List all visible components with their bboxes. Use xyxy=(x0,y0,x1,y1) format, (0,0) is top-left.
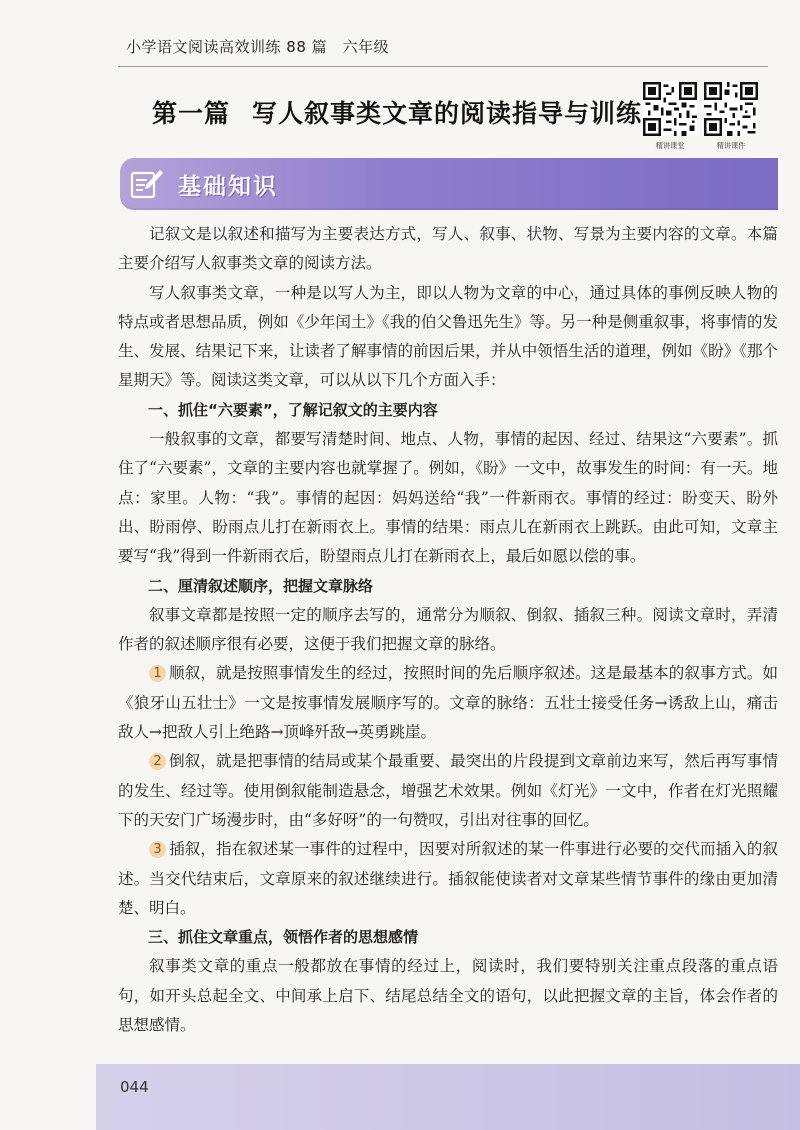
list-item-chronological xyxy=(118,659,778,747)
list-item-flashback xyxy=(118,747,778,835)
list-item-text: 倒叙，就是把事情的结局或某个最重要、最突出的片段提到文章前边来写，然后再写事情的发生、经过等。使用倒叙能制造悬念，增强艺术效果。例如《灯光》一文中，作者在灯光照耀下的天安门广场漫步时，由“多好呀”的一句赞叹，引出对往事的回忆。 xyxy=(118,752,778,829)
article-body xyxy=(118,220,778,1040)
paragraph-narrative-order: 叙事文章都是按照一定的顺序去写的，通常分为顺叙、倒叙、插叙三种。阅读文章时，弄清作者的叙述顺序很有必要，这便于我们把握文章的脉络。 xyxy=(118,605,778,654)
number-badge: 3 xyxy=(149,841,166,858)
chapter-label: 第一篇 xyxy=(152,99,231,128)
list-item-text: 插叙，指在叙述某一事件的过程中，因要对所叙述的某一件事进行必要的交代而插入的叙述。当交代结束后，文章原来的叙述继续进行。插叙能使读者对文章某些情节事件的缘由更加清楚、明白。 xyxy=(118,840,778,917)
heading-key-points: 三、抓住文章重点，领悟作者的思想感情 xyxy=(148,928,419,947)
running-header: 小学语文阅读高效训练 88 篇 六年级 xyxy=(126,38,390,56)
qr-code-courseware[interactable] xyxy=(703,82,759,151)
qr-caption: 精讲课件 xyxy=(716,141,746,150)
paragraph-types: 写人叙事类文章，一种是以写人为主，即以人物为文章的中心，通过具体的事例反映人物的特点或者思想品质，例如《少年闰土》《我的伯父鲁迅先生》等。另一种是侧重叙事，将事情的发生、发展、结果记下来，让读者了解事情的前因后果，并从中领悟生活的道理，例如《盼》《那个星期天》等。阅读这类文章，可以从以下几个方面入手： xyxy=(118,283,778,390)
heading-narrative-order: 二、厘清叙述顺序，把握文章脉络 xyxy=(148,576,374,595)
pencil-note-icon xyxy=(130,168,164,200)
heading-six-elements: 一、抓住“六要素”，了解记叙文的主要内容 xyxy=(148,400,438,419)
qr-code-icon xyxy=(643,82,697,136)
number-badge: 1 xyxy=(149,665,166,682)
list-item-text: 顺叙，就是按照事情发生的经过，按照时间的先后顺序叙述。这是最基本的叙事方式。如《狼牙山五壮士》一文是按事情发展顺序写的。文章的脉络：五壮士接受任务→诱敌上山，痛击敌人→把敌人引上绝路→顶峰歼敌→英勇跳崖。 xyxy=(118,664,778,742)
list-item-interjection xyxy=(118,835,778,923)
footer-band xyxy=(96,1064,800,1130)
page-number: 044 xyxy=(120,1078,149,1096)
number-badge: 2 xyxy=(149,753,166,770)
paragraph-six-elements: 一般叙事的文章，都要写清楚时间、地点、人物，事情的起因、经过、结果这“六要素”。抓住了“六要素”，文章的主要内容也就掌握了。例如，《盼》一文中，故事发生的时间：有一天。地点：家里。人物：“我”。事情的起因：妈妈送给“我”一件新雨衣。事情的经过：盼变天、盼外出、盼雨停、盼雨点儿打在新雨衣上。事情的结果：雨点儿在新雨衣上跳跃。由此可知，文章主要写“我”得到一件新雨衣后，盼望雨点儿打在新雨衣上，最后如愿以偿的事。 xyxy=(118,430,778,566)
paragraph-intro: 记叙文是以叙述和描写为主要表达方式，写人、叙事、状物、写景为主要内容的文章。本篇主要介绍写人叙事类文章的阅读方法。 xyxy=(118,225,778,273)
qr-code-icon xyxy=(704,82,758,136)
header-rule xyxy=(118,66,768,67)
chapter-heading: 写人叙事类文章的阅读指导与训练 xyxy=(252,99,643,128)
paragraph-key-points: 叙事类文章的重点一般都放在事情的经过上，阅读时，我们要特别关注重点段落的重点语句，如开头总起全文、中间承上启下、结尾总结全文的语句，以此把握文章的主旨，体会作者的思想感情。 xyxy=(118,957,778,1035)
chapter-title xyxy=(152,94,642,130)
qr-code-lecture[interactable] xyxy=(642,82,698,151)
qr-caption: 精讲课堂 xyxy=(655,141,685,150)
section-title: 基础知识 xyxy=(178,174,278,200)
section-banner xyxy=(120,158,778,210)
